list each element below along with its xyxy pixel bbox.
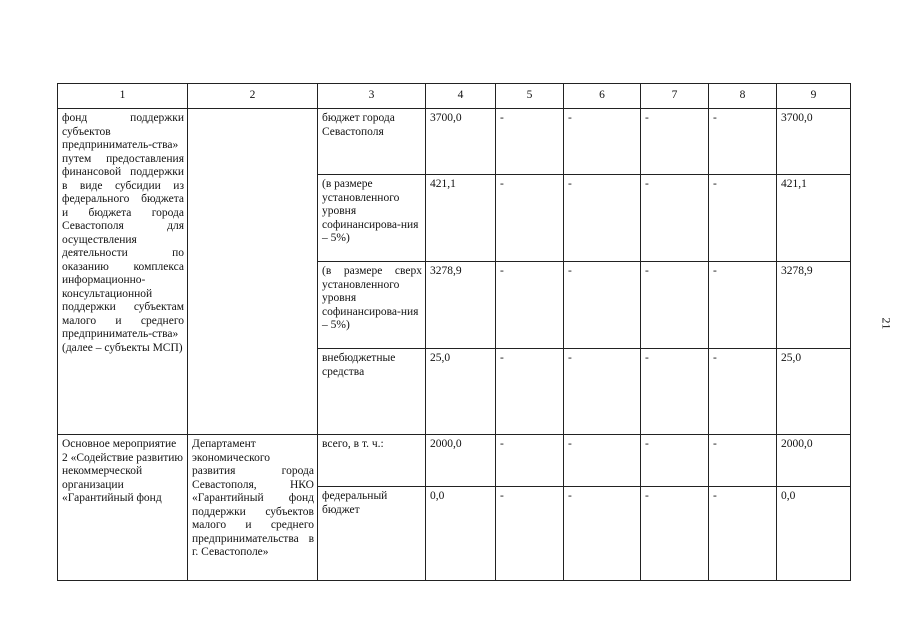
total-cell: 2000,0 [777,435,851,487]
value-cell: - [564,262,641,349]
value-cell: 0,0 [426,487,496,581]
value-cell: - [564,435,641,487]
value-cell: - [641,175,709,262]
value-cell: 421,1 [426,175,496,262]
executor-cell: Департамент экономического развития города Севастополя, НКО «Гарантийный фонд поддержки субъектов малого и среднего предпринимательства в г. Севастополе» [188,435,318,581]
column-header: 9 [777,84,851,109]
value-cell: - [641,349,709,435]
funding-source-cell: бюджет города Севастополя [318,109,426,175]
value-cell: - [641,487,709,581]
total-cell: 0,0 [777,487,851,581]
value-cell: - [709,349,777,435]
table-row [58,109,851,175]
value-cell: - [709,175,777,262]
value-cell: - [564,349,641,435]
funding-source-cell: внебюджетные средства [318,349,426,435]
value-cell: - [496,175,564,262]
value-cell: - [641,435,709,487]
value-cell: - [709,262,777,349]
value-cell: 3700,0 [426,109,496,175]
activity-description-cell: Основное мероприятие 2 «Содействие развитию некоммерческой организации «Гарантийный фонд [58,435,188,581]
column-header: 2 [188,84,318,109]
column-header: 6 [564,84,641,109]
value-cell: - [709,109,777,175]
activity-description-cell: фонд поддержки субъектов предприниматель-ства» путем предоставления финансовой поддержки в виде субсидии из федерального бюджета и бюджета города Севастополя для осуществления деятельности по оказанию комплекса информационно-консультационной поддержки субъектам малого и среднего предприниматель-ства» (далее – субъекты МСП) [58,109,188,435]
table-row [58,435,851,487]
column-header: 3 [318,84,426,109]
funding-source-cell: (в размере сверх установленного уровня софинансирова-ния – 5%) [318,262,426,349]
value-cell: - [641,262,709,349]
total-cell: 3278,9 [777,262,851,349]
funding-source-cell: (в размере установленного уровня софинансирова-ния – 5%) [318,175,426,262]
column-header: 5 [496,84,564,109]
funding-source-cell: всего, в т. ч.: [318,435,426,487]
value-cell: 2000,0 [426,435,496,487]
value-cell: 3278,9 [426,262,496,349]
column-header: 1 [58,84,188,109]
value-cell: - [709,487,777,581]
value-cell: - [709,435,777,487]
total-cell: 421,1 [777,175,851,262]
value-cell: - [564,175,641,262]
value-cell: - [496,109,564,175]
total-cell: 25,0 [777,349,851,435]
value-cell: - [564,109,641,175]
program-funding-table [57,83,851,581]
header-row [58,84,851,109]
value-cell: - [496,262,564,349]
executor-cell [188,109,318,435]
value-cell: - [641,109,709,175]
column-header: 7 [641,84,709,109]
value-cell: - [496,435,564,487]
value-cell: 25,0 [426,349,496,435]
page-number: 21 [879,317,894,330]
value-cell: - [496,349,564,435]
total-cell: 3700,0 [777,109,851,175]
funding-source-cell: федеральный бюджет [318,487,426,581]
column-header: 4 [426,84,496,109]
value-cell: - [496,487,564,581]
column-header: 8 [709,84,777,109]
value-cell: - [564,487,641,581]
